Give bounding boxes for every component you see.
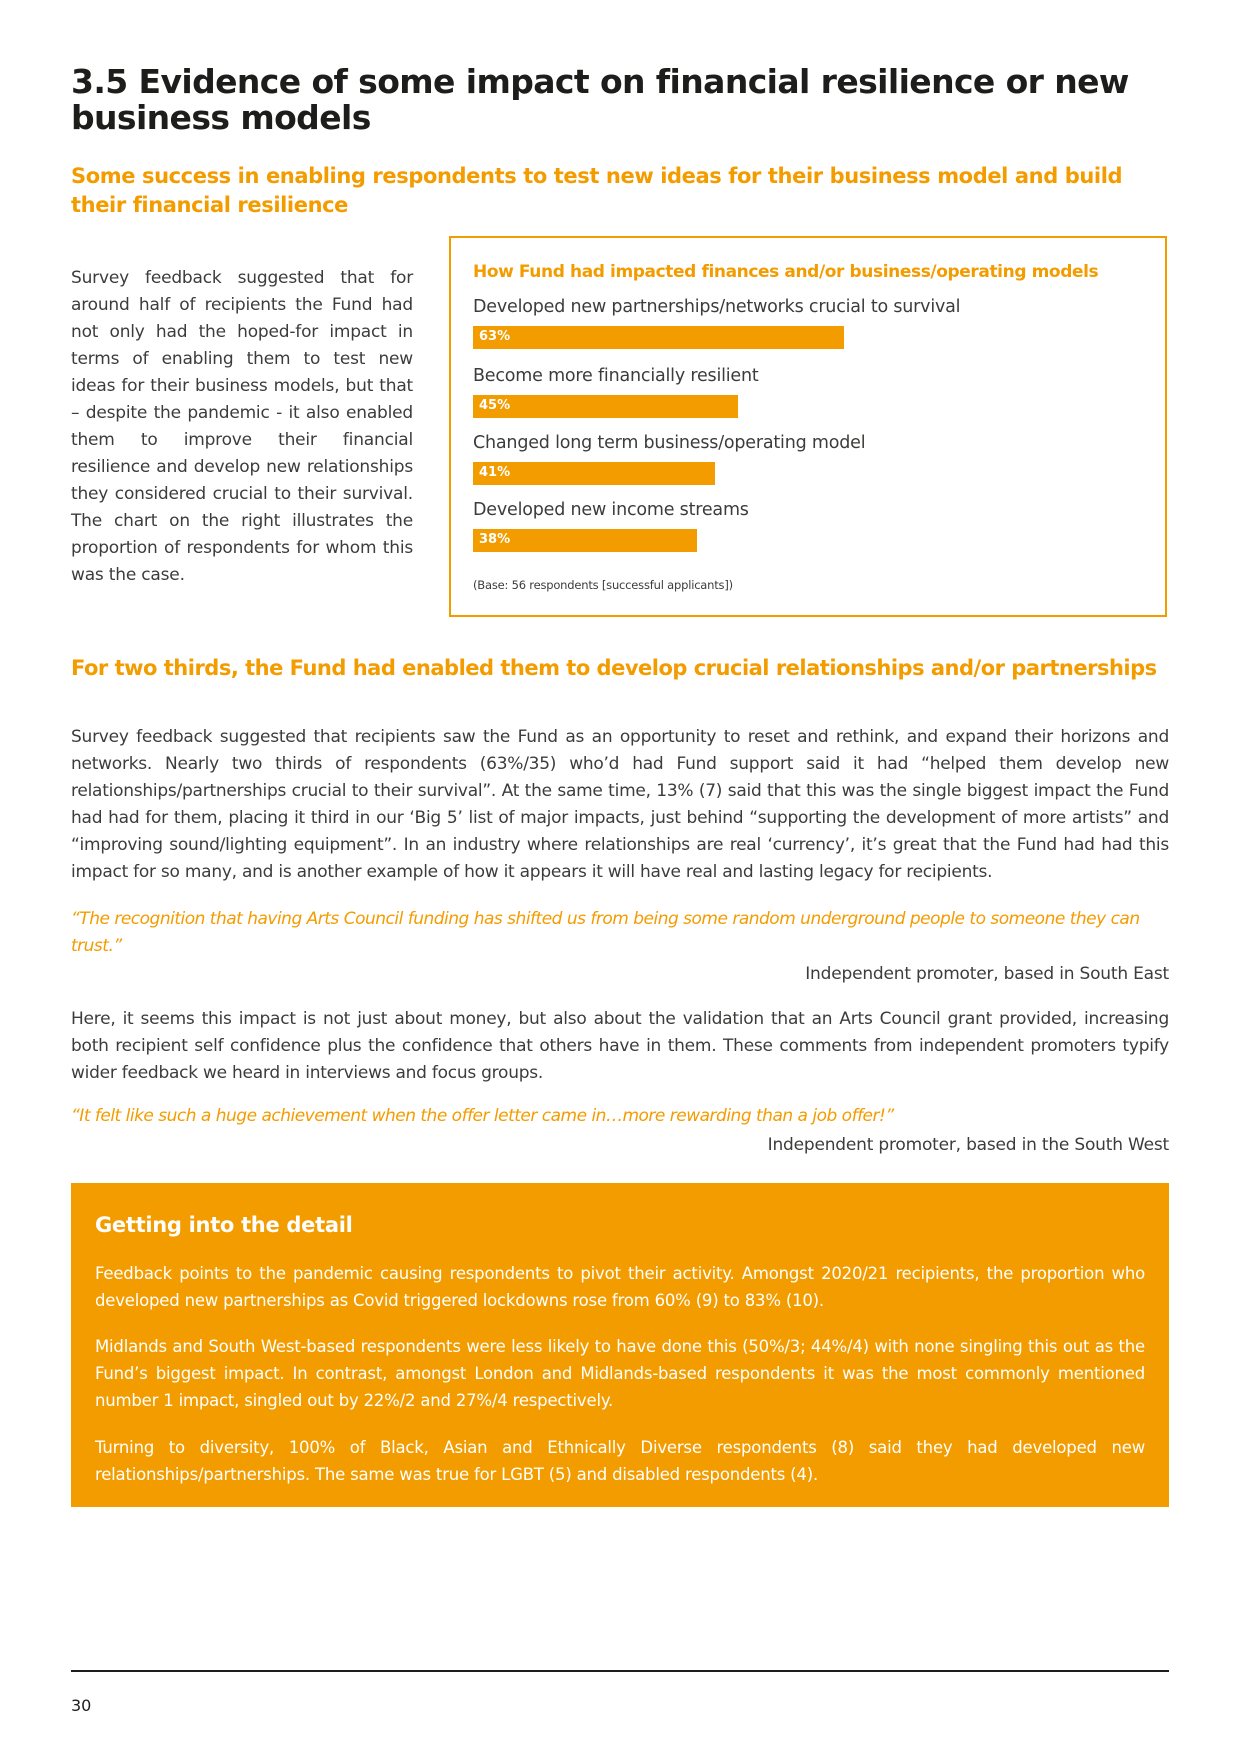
quote-2: “It felt like such a huge achievement when the offer letter came in…more rewarding than a job offer!” bbox=[71, 1106, 894, 1126]
detail-callout bbox=[71, 1183, 1169, 1507]
bar-label: Become more financially resilient bbox=[473, 366, 759, 386]
partnerships-heading: For two thirds, the Fund had enabled them to develop crucial relationships and/or partnerships bbox=[71, 656, 1157, 680]
chart-row bbox=[473, 432, 1153, 485]
detail-paragraph: Midlands and South West-based respondents were less likely to have done this (50%/3; 44%/4) with none singling this out as the Fund’s biggest impact. In contrast, amongst London and Midlands-based respondents it was the most commonly mentioned number 1 impact, singled out by 22%/2 and 27%/4 respectively. bbox=[95, 1337, 1145, 1410]
detail-paragraph: Feedback points to the pandemic causing respondents to pivot their activity. Amongst 2020/21 recipients, the proportion who developed new partnerships as Covid triggered lockdowns rose from 60% (9) to 83% (10). bbox=[95, 1264, 1145, 1310]
bar bbox=[473, 462, 715, 485]
bar bbox=[473, 395, 738, 418]
impact-chart bbox=[449, 236, 1167, 617]
chart-row bbox=[473, 499, 1153, 552]
chart-base-note: (Base: 56 respondents [successful applicants]) bbox=[473, 578, 733, 592]
section-title: 3.5 Evidence of some impact on financial resilience or new business models bbox=[71, 62, 1129, 137]
quote-1: “The recognition that having Arts Council funding has shifted us from being some random underground people to someone they can trust.” bbox=[71, 909, 1140, 956]
lead-paragraph: Survey feedback suggested that for around half of recipients the Fund had not only had the hoped-for impact in terms of enabling them to test new ideas for their business models, but that – despite the pandemic - it also enabled them to improve their financial resilience and develop new relationships they considered crucial to their survival. The chart on the right illustrates the proportion of respondents for whom this was the case. bbox=[71, 268, 413, 585]
bar-label: Developed new income streams bbox=[473, 500, 749, 520]
footer-rule bbox=[71, 1670, 1169, 1672]
chart-title: How Fund had impacted finances and/or business/operating models bbox=[473, 262, 1099, 282]
page-number: 30 bbox=[71, 1696, 92, 1715]
quote-2-attribution: Independent promoter, based in the South West bbox=[767, 1135, 1169, 1155]
bar-value: 38% bbox=[479, 532, 511, 547]
chart-row bbox=[473, 365, 1153, 418]
bar-value: 63% bbox=[479, 329, 511, 344]
detail-title: Getting into the detail bbox=[95, 1213, 353, 1237]
detail-paragraph: Turning to diversity, 100% of Black, Asian and Ethnically Diverse respondents (8) said they had developed new relationships/partnerships. The same was true for LGBT (5) and disabled respondents (4). bbox=[95, 1438, 1145, 1484]
quote-1-attribution: Independent promoter, based in South East bbox=[805, 964, 1169, 984]
chart-row bbox=[473, 296, 1153, 349]
validation-paragraph: Here, it seems this impact is not just about money, but also about the validation that an Arts Council grant provided, increasing both recipient self confidence plus the confidence that others have in them. These comments from independent promoters typify wider feedback we heard in interviews and focus groups. bbox=[71, 1009, 1169, 1083]
section-subtitle: Some success in enabling respondents to test new ideas for their business model and build their financial resilience bbox=[71, 164, 1123, 217]
bar-label: Developed new partnerships/networks crucial to survival bbox=[473, 297, 961, 317]
partnerships-paragraph: Survey feedback suggested that recipients saw the Fund as an opportunity to reset and rethink, and expand their horizons and networks. Nearly two thirds of respondents (63%/35) who’d had Fund support said it had “helped them develop new relationships/partnerships crucial to their survival”. At the same time, 13% (7) said that this was the single biggest impact the Fund had had for them, placing it third in our ‘Big 5’ list of major impacts, just behind “supporting the development of more artists” and “improving sound/lighting equipment”. In an industry where relationships are real ‘currency’, it’s great that the Fund had had this impact for so many, and is another example of how it appears it will have real and lasting legacy for recipients. bbox=[71, 727, 1169, 882]
bar bbox=[473, 529, 697, 552]
bar-value: 45% bbox=[479, 398, 511, 413]
bar-value: 41% bbox=[479, 465, 511, 480]
bar bbox=[473, 326, 844, 349]
bar-label: Changed long term business/operating model bbox=[473, 433, 866, 453]
